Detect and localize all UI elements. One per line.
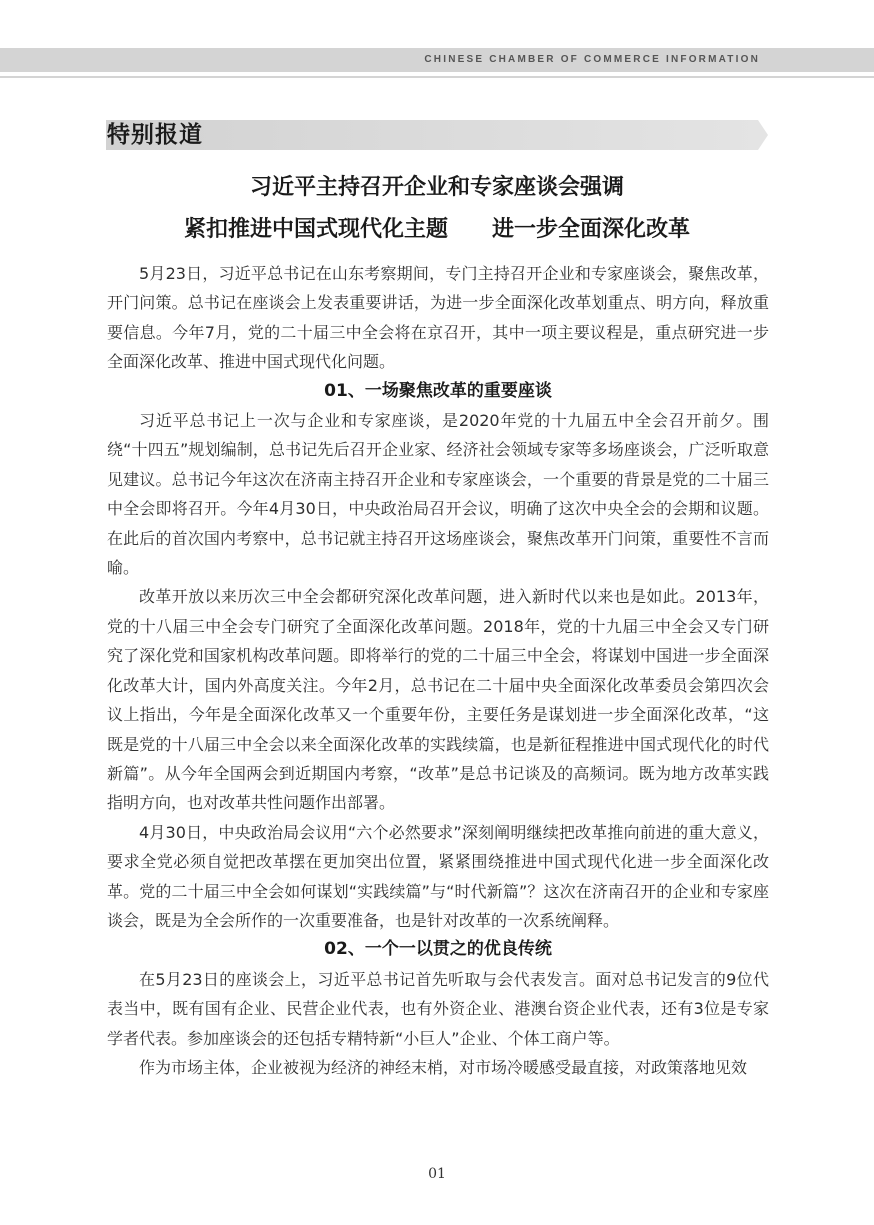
article-title-line-1: 习近平主持召开企业和专家座谈会强调 xyxy=(249,175,624,200)
page-number: 01 xyxy=(428,1166,446,1182)
section-label: 特别报道 xyxy=(107,121,203,148)
paragraph: 4月30日，中央政治局会议用“六个必然要求”深刻阐明继续把改革推向前进的重大意义，要求全党必须自觉把改革摆在更加突出位置，紧紧围绕推进中国式现代化进一步全面深化改革。党的二十届三中全会如何谋划“实践续篇”与“时代新篇”？这次在济南召开的企业和专家座谈会，既是为全会所作的一次重要准备，也是针对改革的一次系统阐释。 xyxy=(107,822,769,930)
header-rule xyxy=(0,76,874,78)
paragraph: 作为市场主体，企业被视为经济的神经末梢，对市场冷暖感受最直接，对政策落地见效 xyxy=(139,1057,748,1077)
subheading: 01、一场聚焦改革的重要座谈 xyxy=(324,380,552,401)
subheading: 02、一个一以贯之的优良传统 xyxy=(324,939,552,960)
paragraph: 5月23日，习近平总书记在山东考察期间，专门主持召开企业和专家座谈会，聚焦改革，开门问策。总书记在座谈会上发表重要讲话，为进一步全面深化改革划重点、明方向，释放重要信息。今年7月，党的二十届三中全会将在京召开，其中一项主要议程是，重点研究进一步全面深化改革、推进中国式现代化问题。 xyxy=(107,264,769,372)
publication-name: CHINESE CHAMBER OF COMMERCE INFORMATION xyxy=(424,54,760,65)
article-title-line-2: 紧扣推进中国式现代化主题 进一步全面深化改革 xyxy=(183,217,690,242)
paragraph: 在5月23日的座谈会上，习近平总书记首先听取与会代表发言。面对总书记发言的9位代表当中，既有国有企业、民营企业代表，也有外资企业、港澳台资企业代表，还有3位是专家学者代表。参加座谈会的还包括专精特新“小巨人”企业、个体工商户等。 xyxy=(107,969,769,1048)
article-body xyxy=(107,259,769,1082)
paragraph: 习近平总书记上一次与企业和专家座谈，是2020年党的十九届五中全会召开前夕。围绕“十四五”规划编制，总书记先后召开企业家、经济社会领域专家等多场座谈会，广泛听取意见建议。总书记今年这次在济南主持召开企业和专家座谈会，一个重要的背景是党的二十届三中全会即将召开。今年4月30日，中央政治局召开会议，明确了这次中央全会的会期和议题。在此后的首次国内考察中，总书记就主持召开这场座谈会，聚焦改革开门问策，重要性不言而喻。 xyxy=(107,411,769,578)
paragraph: 改革开放以来历次三中全会都研究深化改革问题，进入新时代以来也是如此。2013年，党的十八届三中全会专门研究了全面深化改革问题。2018年，党的十九届三中全会又专门研究了深化党和国家机构改革问题。即将举行的党的二十届三中全会，将谋划中国进一步全面深化改革大计，国内外高度关注。今年2月，总书记在二十届中央全面深化改革委员会第四次会议上指出，今年是全面深化改革又一个重要年份，主要任务是谋划进一步全面深化改革，“这既是党的十八届三中全会以来全面深化改革的实践续篇，也是新征程推进中国式现代化的时代新篇”。从今年全国两会到近期国内考察，“改革”是总书记谈及的高频词。既为地方改革实践指明方向，也对改革共性问题作出部署。 xyxy=(107,587,769,813)
section-bar xyxy=(106,120,768,150)
